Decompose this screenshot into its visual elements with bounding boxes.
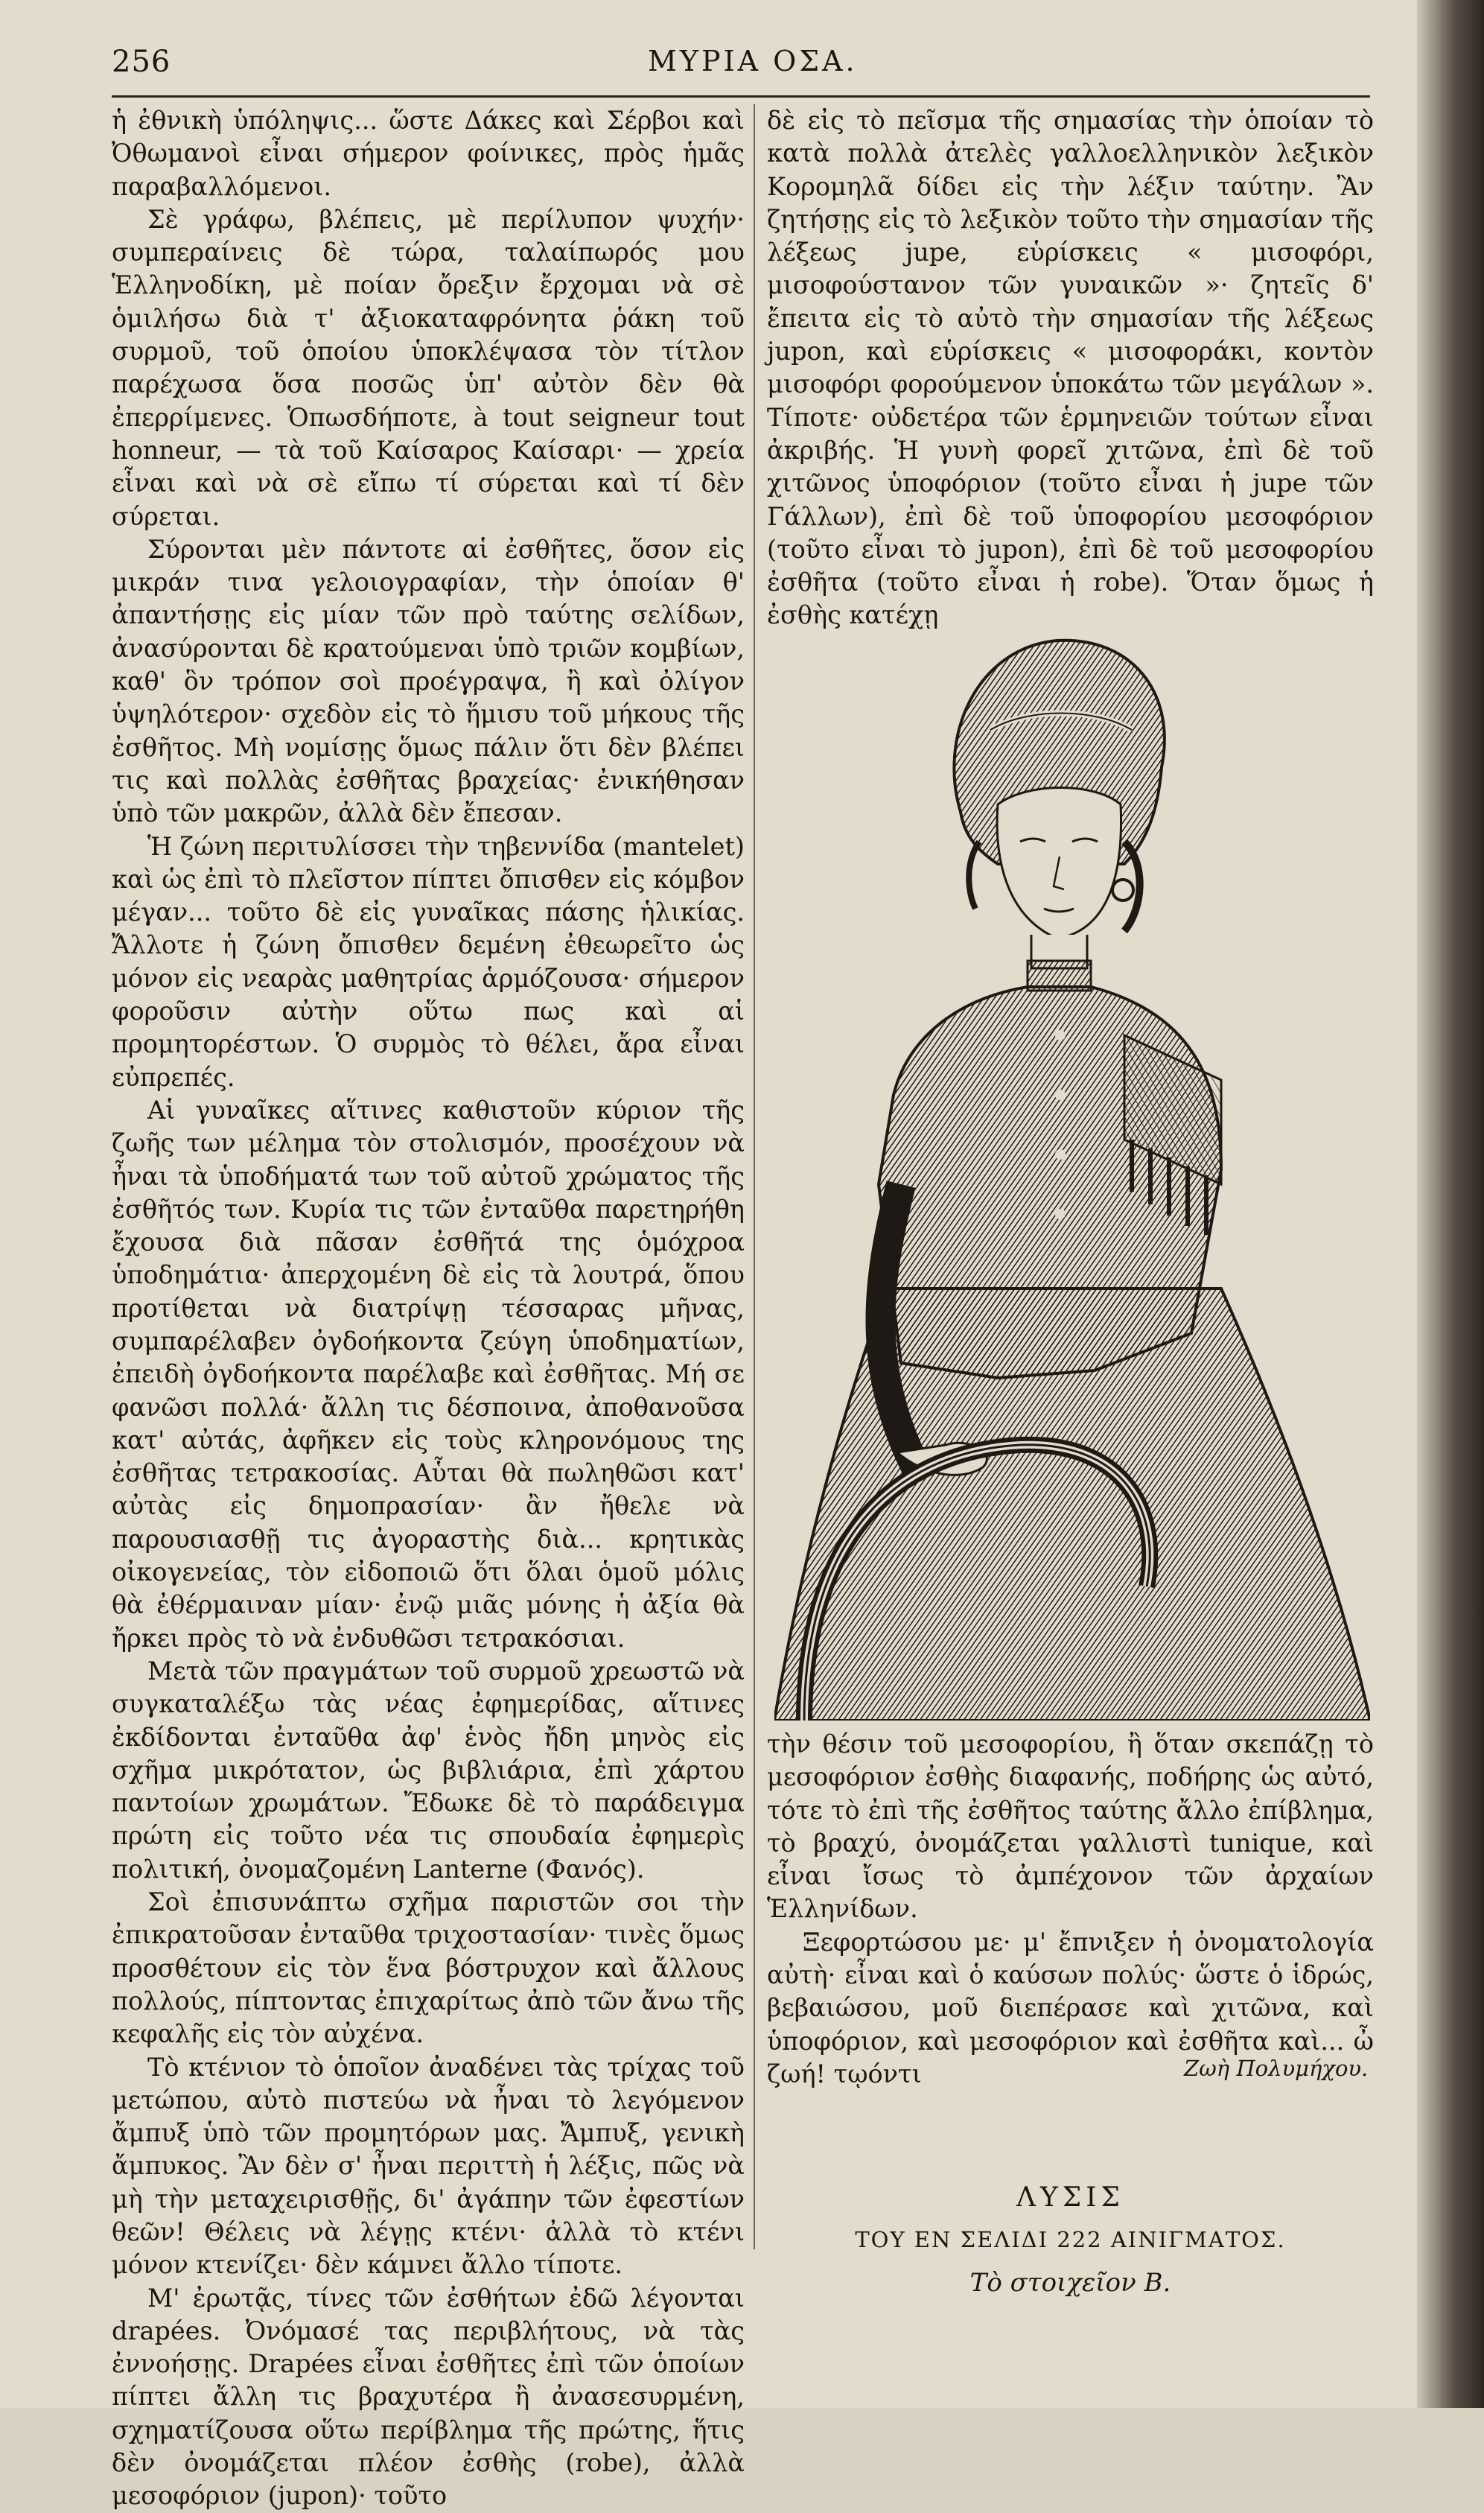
paragraph: Μ' ἐρωτᾷς, τίνες τῶν ἐσθήτων ἐδῶ λέγονται drapées. Ὀνόμασέ τας περιβλήτους, νὰ τὰς ἐννοήσῃς. Drapées εἶναι ἐσθῆτες ἐπὶ τῶν ὁποίων πίπτει ἄλλη τις βραχυτέρα ἢ ἀνασεσυρμένη, σχηματίζουσα οὕτω περίβλημα τῆς πρώτης, ἥτις δὲν ὀνομάζεται πλέον ἐσθὴς (robe), ἀλλὰ μεσοφόριον (jupon)· τοῦτο [112, 2283, 745, 2511]
paragraph: ἡ ἐθνικὴ ὑπόληψις... ὥστε Δάκες καὶ Σέρβοι καὶ Ὀθωμανοὶ εἶναι σήμερον φοίνικες, πρὸς ἡμᾶς παραβαλλόμενοι. [112, 106, 745, 201]
running-title: ΜΥΡΙΑ ΟΣΑ. [648, 45, 858, 77]
solution-subtitle: ΤΟΥ ΕΝ ΣΕΛΙΔΙ 222 ΑΙΝΙΓΜΑΤΟΣ. [855, 2227, 1286, 2252]
paragraph: δὲ εἰς τὸ πεῖσμα τῆς σημασίας τὴν ὁποίαν τὸ κατὰ πολλὰ ἀτελὲς γαλλοελληνικὸν λεξικὸν Κορομηλᾶ δίδει εἰς τὴν λέξιν ταύτην. Ἂν ζητήσῃς εἰς τὸ λεξικὸν τοῦτο τὴν σημασίαν τῆς λέξεως jupe, εὑρίσκεις « μισοφόρι, μισοφούστανον τῶν γυναικῶν »· ζητεῖς δ' ἔπειτα εἰς τὸ αὐτὸ τὴν σημασίαν τῆς λέξεως jupon, καὶ εὑρίσκεις « μισοφοράκι, κοντὸν μισοφόρι φορούμενον ὑποκάτω τῶν μεγάλων ». Τίποτε· οὐδετέρα τῶν ἑρμηνειῶν τούτων εἶναι ἀκριβής. Ἡ γυνὴ φορεῖ χιτῶνα, ἐπὶ δὲ τοῦ χιτῶνος ὑποφόριον (τοῦτο εἶναι ἡ jupe τῶν Γάλλων), ἐπὶ δὲ τοῦ ὑποφορίου μεσοφόριον (τοῦτο εἶναι τὸ jupon), ἐπὶ δὲ τοῦ μεσοφορίου ἐσθῆτα (τοῦτο εἶναι ἡ robe). Ὅταν ὅμως ἡ ἐσθὴς κατέχῃ [767, 106, 1374, 630]
author-signature: Ζωὴ Πολυμήχου. [1184, 2056, 1369, 2081]
book-spine-shadow [1417, 0, 1484, 2408]
right-column-bottom [767, 1728, 1374, 2091]
solution-text: Τὸ στοιχεῖον Β. [969, 2268, 1171, 2298]
paragraph: Τὸ κτένιον τὸ ὁποῖον ἀναδένει τὰς τρίχας τοῦ μετώπου, αὐτὸ πιστεύω νὰ ἦναι τὸ λεγόμενον ἄμπυξ ὑπὸ τῶν προμητόρων μας. Ἄμπυξ, γενικὴ ἄμπυκος. Ἂν δὲν σ' ἦναι περιττὴ ἡ λέξις, πῶς νὰ μὴ τὴν μεταχειρισθῇς, δι' ἀγάπην τῶν ἐφεστίων θεῶν! Θέλεις νὰ λέγῃς κτένι· ἀλλὰ τὸ κτένι μόνον κτενίζει· δὲν κάμνει ἄλλο τίποτε. [112, 2052, 745, 2280]
paragraph: τὴν θέσιν τοῦ μεσοφορίου, ἢ ὅταν σκεπάζῃ τὸ μεσοφόριον ἐσθὴς διαφανής, ποδήρης ὡς αὐτό, τότε τὸ ἐπὶ τῆς ἐσθῆτος ταύτης ἄλλο ἐπίβλημα, τὸ βραχύ, ὀνομάζεται γαλλιστὶ tunique, καὶ εἶναι ἴσως τὸ ἀμπέχονον τῶν ἀρχαίων Ἑλληνίδων. [767, 1729, 1374, 1924]
page-header [112, 39, 1370, 83]
paragraph: Μετὰ τῶν πραγμάτων τοῦ συρμοῦ χρεωστῶ νὰ συγκαταλέξω τὰς νέας ἐφημερίδας, αἵτινες ἐκδίδονται ἐνταῦθα ἀφ' ἑνὸς ἤδη μηνὸς εἰς σχῆμα μικρότατον, ὡς βιβλιάρια, ἐπὶ χάρτου παντοίων χρωμάτων. Ἔδωκε δὲ τὸ παράδειγμα πρώτη εἰς τοῦτο νέα τις σπουδαία ἐφημερὶς πολιτική, ὀνομαζομένη Lanterne (Φανός). [112, 1656, 745, 1884]
paragraph: Αἱ γυναῖκες αἵτινες καθιστοῦν κύριον τῆς ζωῆς των μέλημα τὸν στολισμόν, προσέχουν νὰ ἦναι τὰ ὑποδήματά των τοῦ αὐτοῦ χρώματος τῆς ἐσθῆτός των. Κυρία τις τῶν ἐνταῦθα παρετηρήθη ἔχουσα διὰ πᾶσαν ἐσθῆτά της ὁμόχροα ὑποδημάτια· ἀπερχομένη δὲ εἰς τὰ λουτρά, ὅπου προτίθεται νὰ διατρίψῃ τέσσαρας μῆνας, συμπαρέλαβεν ὀγδοήκοντα ζεύγη ὑποδηματίων, ἐπειδὴ ὀγδοήκοντα παρέλαβε καὶ ἐσθῆτας. Μή σε φανῶσι πολλά· ἄλλη τις δέσποινα, ἀποθανοῦσα κατ' αὐτάς, ἀφῆκεν εἰς τοὺς κληρονόμους της ἐσθῆτας τετρακοσίας. Αὗται θὰ πωληθῶσι κατ' αὐτὰς εἰς δημοπρασίαν· ἂν ἤθελε νὰ παρουσιασθῇ τις ἀγοραστὴς διὰ... κρητικὰς οἰκογενείας, τὸν εἰδοποιῶ ὅτι ὅλαι ὁμοῦ μόλις θὰ ἐθέρμαιναν μίαν· ἐνῷ μιᾶς μόνης ἡ ἀξία θὰ ἤρκει πρὸς τὸ νὰ ἐνδυθῶσι τετρακόσιαι. [112, 1095, 745, 1653]
paragraph: Σοὶ ἐπισυνάπτω σχῆμα παριστῶν σοι τὴν ἐπικρατοῦσαν ἐνταῦθα τριχοστασίαν· τινὲς ὅμως προσθέτουν εἰς τὸν ἕνα βόστρυχον καὶ ἄλλους πολλούς, πίπτοντας ἐπιχαρίτως ἀπὸ τῶν ἄνω τῆς κεφαλῆς εἰς τὸν αὐχένα. [112, 1887, 745, 2049]
engraving-woman-with-chair-icon [774, 618, 1370, 1721]
page-number: 256 [112, 45, 171, 79]
paragraph: Ξεφορτώσου με· μ' ἔπνιξεν ἡ ὀνοματολογία αὐτὴ· εἶναι καὶ ὁ καύσων πολύς· ὥστε ὁ ἱδρώς, βεβαιώσου, μοῦ διεπέρασε καὶ χιτῶνα, καὶ ὑποφόριον, καὶ μεσοφόριον καὶ ἐσθῆτα καὶ... ὦ ζωή! τῳόντι [767, 1927, 1374, 2088]
paragraph: Σύρονται μὲν πάντοτε αἱ ἐσθῆτες, ὅσον εἰς μικράν τινα γελοιογραφίαν, τὴν ὁποίαν θ' ἀπαντήσῃς εἰς μίαν τῶν πρὸ ταύτης σελίδων, ἀνασύρονται δὲ κρατούμεναι ὑπὸ τριῶν κομβίων, καθ' ὃν τρόπον σοὶ προέγραψα, ἢ καὶ ὀλίγον ὑψηλότερον· σχεδὸν εἰς τὸ ἥμισυ τοῦ μήκους τῆς ἐσθῆτος. Μὴ νομίσῃς ὅμως πάλιν ὅτι δὲν βλέπει τις καὶ πολλὰς ἐσθῆτας βραχείας· ἐνικήθησαν ὑπὸ τῶν μακρῶν, ἀλλὰ δὲν ἔπεσαν. [112, 534, 745, 828]
solution-title: ΛΥΣΙΣ [1016, 2182, 1124, 2213]
paragraph: Σὲ γράφω, βλέπεις, μὲ περίλυπον ψυχήν· συμπεραίνεις δὲ τώρα, ταλαίπωρός μου Ἑλληνοδίκη, μὲ ποίαν ὄρεξιν ἔρχομαι νὰ σὲ ὁμιλήσω διὰ τ' ἀξιοκαταφρόνητα ῥάκη τοῦ συρμοῦ, τοῦ ὁποίου ὑποκλέψασα τὸν τίτλον παρέχωσα ὅσα ποσῶς ὑπ' αὐτὸν δὲν θὰ ἐπερρίμενες. Ὁπωσδήποτε, à tout seigneur tout honneur, — τὰ τοῦ Καίσαρος Καίσαρι· — χρεία εἶναι καὶ νὰ σὲ εἴπω τί σύρεται καὶ τί δὲν σύρεται. [112, 204, 745, 531]
left-column [112, 104, 745, 2513]
header-rule [112, 95, 1370, 98]
right-column-top [767, 104, 1374, 632]
paragraph: Ἡ ζώνη περιτυλίσσει τὴν τηβεννίδα (mantelet) καὶ ὡς ἐπὶ τὸ πλεῖστον πίπτει ὄπισθεν εἰς κόμβον μέγαν... τοῦτο δὲ εἰς γυναῖκας πάσης ἡλικίας. Ἄλλοτε ἡ ζώνη ὄπισθεν δεμένη ἐθεωρεῖτο ὡς μόνον εἰς νεαρὰς μαθητρίας ἁρμόζουσα· σήμερον φοροῦσιν αὐτὴν οὕτω πως καὶ αἱ προμητορέστων. Ὁ συρμὸς τὸ θέλει, ἄρα εἶναι εὐπρεπές. [112, 831, 745, 1092]
column-divider [754, 104, 755, 2249]
